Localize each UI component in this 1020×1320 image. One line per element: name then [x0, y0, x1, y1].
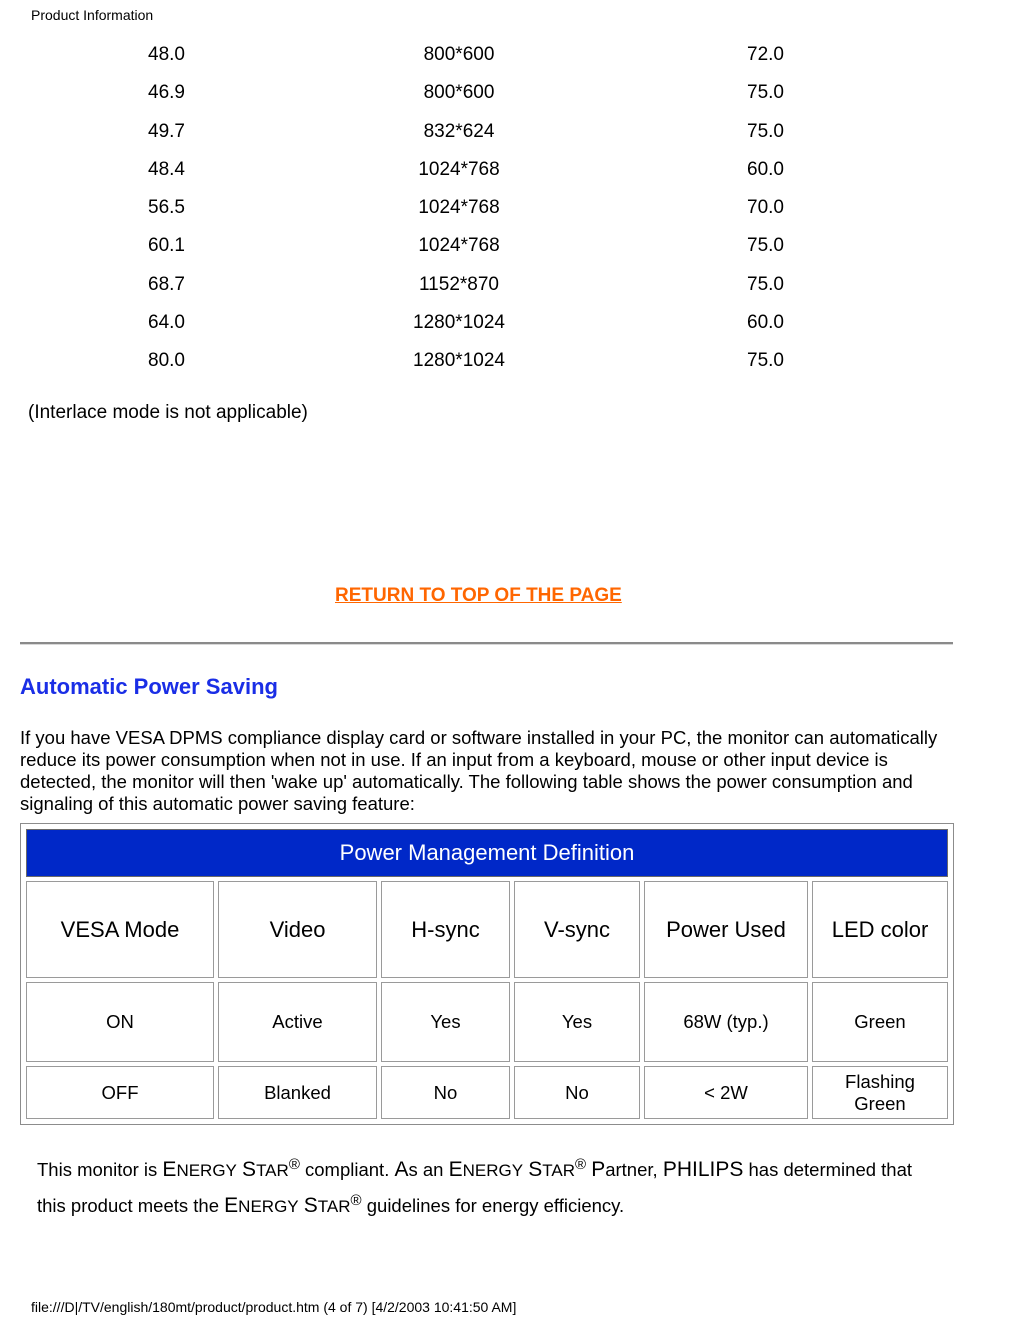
- text: P: [591, 1158, 606, 1181]
- table-row: [0, 342, 960, 380]
- energy-star-statement: [37, 1150, 937, 1222]
- table-row: [0, 36, 960, 74]
- resolution: 832*624: [423, 120, 495, 142]
- text: NERGY: [238, 1197, 299, 1216]
- text: artner,: [605, 1159, 663, 1180]
- registered-mark: ®: [350, 1192, 362, 1209]
- v-freq: 75.0: [747, 350, 784, 372]
- resolution: 1280*1024: [413, 350, 505, 372]
- h-freq: 60.1: [148, 235, 185, 257]
- table-cell: Green: [812, 982, 948, 1062]
- text: This monitor is: [37, 1159, 163, 1180]
- column-header: Video: [218, 881, 377, 978]
- resolution: 800*600: [423, 44, 495, 65]
- table-cell: Active: [218, 982, 377, 1062]
- table-row: [0, 74, 960, 112]
- registered-mark: ®: [288, 1156, 300, 1173]
- text: E: [224, 1194, 239, 1217]
- text: guidelines for energy efficiency.: [361, 1195, 625, 1216]
- page-header: Product Information: [31, 7, 154, 23]
- h-freq: 80.0: [148, 350, 185, 372]
- table-cell: OFF: [26, 1066, 214, 1119]
- resolution: 800*600: [423, 82, 495, 104]
- text: TAR: [256, 1161, 289, 1180]
- column-header: V-sync: [514, 881, 640, 978]
- text: S: [528, 1158, 543, 1181]
- text: TAR: [542, 1161, 575, 1180]
- column-header: H-sync: [381, 881, 510, 978]
- horizontal-divider: [20, 642, 953, 645]
- table-cell: 68W (typ.): [644, 982, 808, 1062]
- text: A: [394, 1158, 409, 1181]
- h-freq: 64.0: [148, 312, 185, 334]
- table-row: [0, 151, 960, 189]
- h-freq: 48.4: [148, 158, 185, 180]
- text: has determined that this product meets the: [37, 1159, 913, 1216]
- v-freq: 75.0: [747, 235, 784, 257]
- text: S: [242, 1158, 257, 1181]
- table-row: [0, 266, 960, 304]
- table-row: [0, 113, 960, 151]
- table-cell: Yes: [381, 982, 510, 1062]
- v-freq: 60.0: [747, 312, 784, 334]
- v-freq: 75.0: [747, 120, 784, 142]
- timing-table: [0, 36, 960, 381]
- text: NERGY: [176, 1161, 237, 1180]
- v-freq: 75.0: [747, 82, 784, 104]
- power-management-table: [20, 823, 954, 1125]
- text: E: [162, 1158, 177, 1181]
- table-cell: ON: [26, 982, 214, 1062]
- text: TAR: [317, 1197, 351, 1216]
- table-row: [0, 227, 960, 265]
- column-header: LED color: [812, 881, 948, 978]
- text: E: [448, 1158, 463, 1181]
- registered-mark: ®: [575, 1156, 587, 1173]
- text: compliant.: [299, 1159, 395, 1180]
- return-to-top-link[interactable]: RETURN TO TOP OF THE PAGE: [335, 585, 622, 606]
- table-cell: Yes: [514, 982, 640, 1062]
- resolution: 1280*1024: [413, 312, 505, 334]
- table-cell: Flashing Green: [812, 1066, 948, 1119]
- h-freq: 46.9: [148, 82, 185, 104]
- text: S: [303, 1194, 318, 1217]
- table-cell: < 2W: [644, 1066, 808, 1119]
- resolution: 1024*768: [418, 197, 500, 219]
- column-header: VESA Mode: [26, 881, 214, 978]
- table-row: [0, 189, 960, 227]
- resolution: 1024*768: [418, 158, 500, 180]
- h-freq: 68.7: [148, 273, 185, 295]
- v-freq: 75.0: [747, 273, 784, 295]
- table-cell: No: [514, 1066, 640, 1119]
- v-freq: 60.0: [747, 158, 784, 180]
- table-cell: No: [381, 1066, 510, 1119]
- description-paragraph: If you have VESA DPMS compliance display card or software installed in your PC, the monitor can automatically reduce its power consumption when not in use. If an input from a keyboard, mouse or other input device is detected, the monitor will then 'wake up' automatically. The following table shows the power consumption and signaling of this automatic power saving feature:: [20, 727, 938, 814]
- resolution: 1152*870: [419, 273, 499, 295]
- resolution: 1024*768: [418, 235, 500, 257]
- column-header: Power Used: [644, 881, 808, 978]
- text: s an: [408, 1159, 449, 1180]
- page-footer: file:///D|/TV/english/180mt/product/product.htm (4 of 7) [4/2/2003 10:41:50 AM]: [31, 1299, 517, 1315]
- v-freq: 72.0: [747, 44, 784, 65]
- h-freq: 48.0: [148, 44, 185, 65]
- h-freq: 49.7: [148, 120, 185, 142]
- interlace-note: (Interlace mode is not applicable): [28, 402, 308, 423]
- table-cell: Blanked: [218, 1066, 377, 1119]
- v-freq: 70.0: [747, 197, 784, 219]
- text: NERGY: [462, 1161, 524, 1180]
- table-title: Power Management Definition: [26, 829, 948, 877]
- section-title: Automatic Power Saving: [20, 674, 278, 699]
- h-freq: 56.5: [148, 197, 185, 219]
- table-row: [0, 304, 960, 342]
- brand-name: PHILIPS: [662, 1158, 744, 1181]
